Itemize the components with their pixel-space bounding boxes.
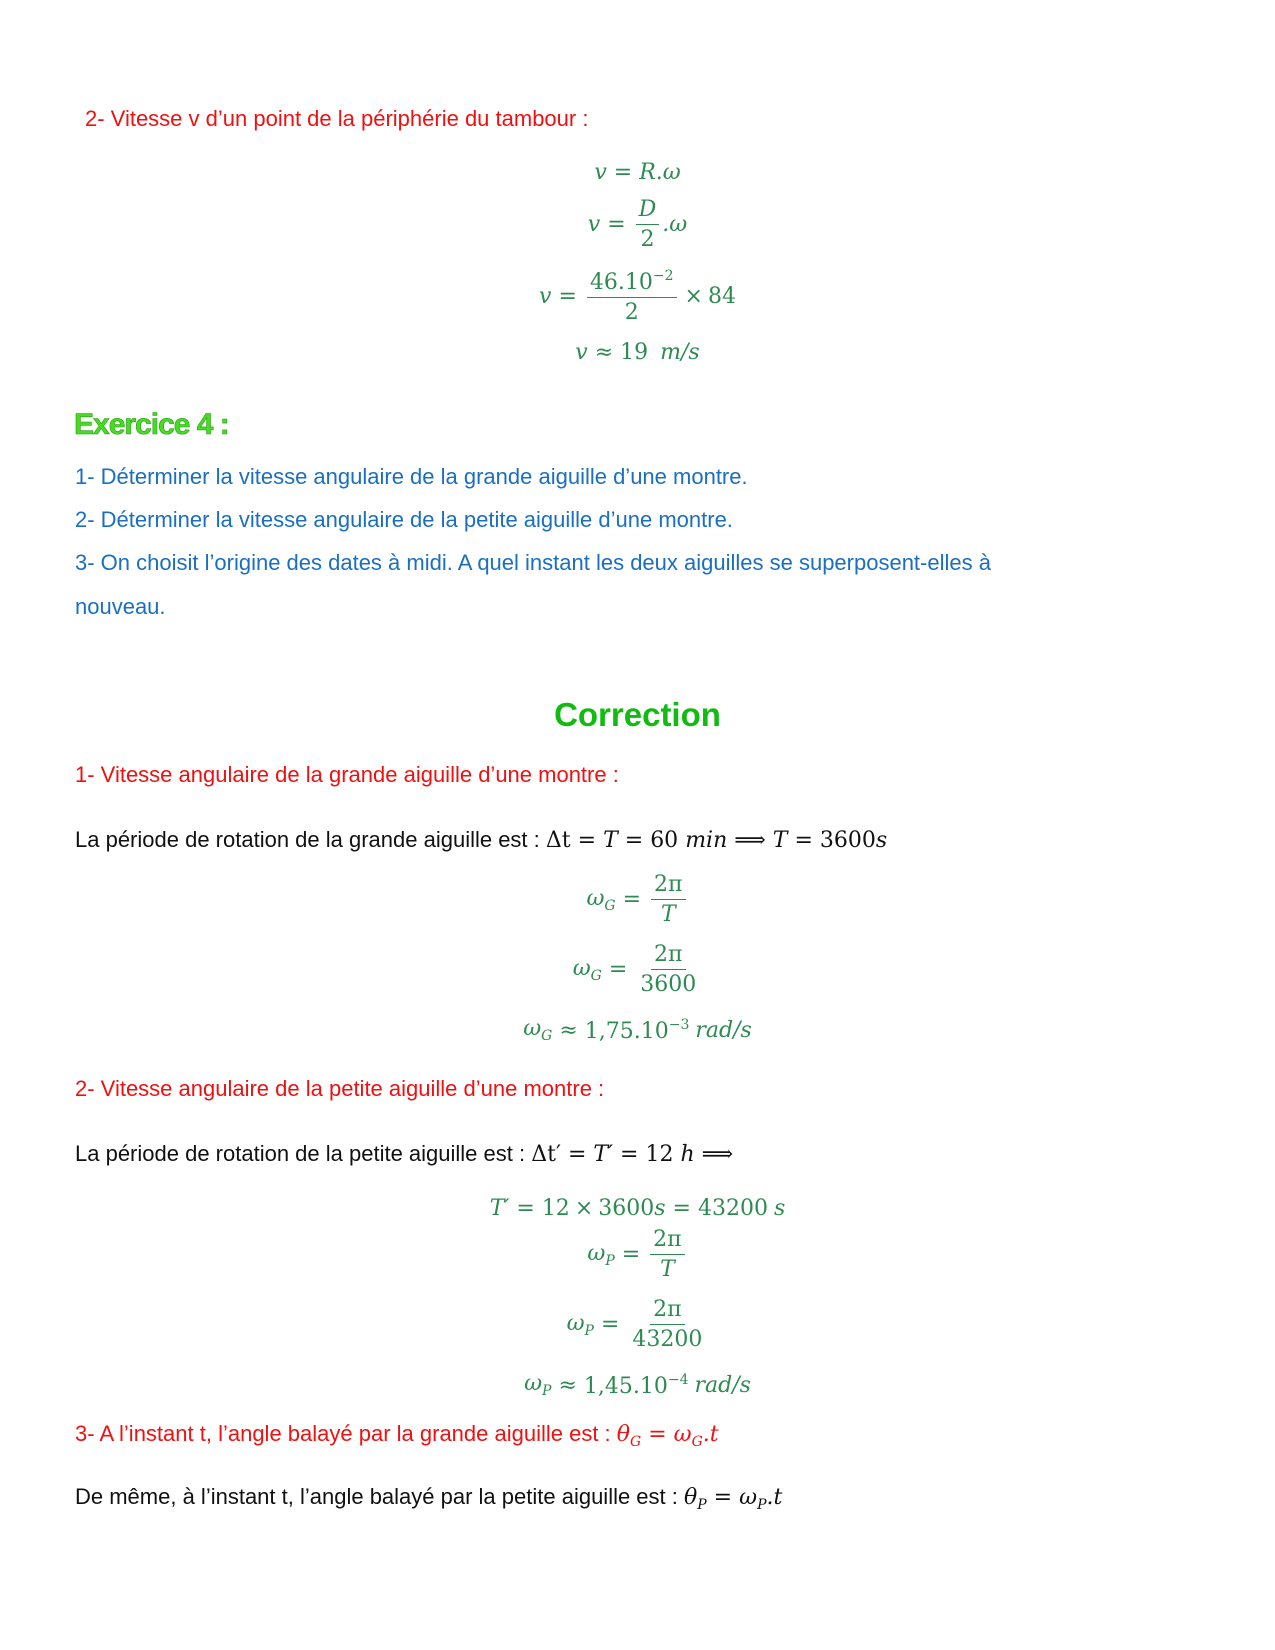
eq-unit: m/s: [660, 340, 700, 365]
theta-g-inline-math: $\theta_G = \omega_G.t$: [616, 1422, 719, 1450]
correction-1-label: La période de rotation de la grande aiguille est :: [75, 827, 540, 852]
correction-2-label: La période de rotation de la petite aiguille est :: [75, 1141, 526, 1166]
equation-v-d-over-2: v = $\frac{D}{2}$ .ω: [587, 197, 688, 253]
fraction-numerator: 2π: [651, 942, 685, 970]
correction-4-text: [75, 1484, 782, 1513]
exercise-title: Exercice 4 :: [74, 408, 229, 441]
eq-lhs: v: [539, 284, 552, 310]
equation-omega-p-1: $\omega_P$ = $\frac{2\pi}{T}$: [0, 1227, 1275, 1283]
eq-lhs: v: [575, 340, 588, 365]
fraction: [651, 872, 685, 928]
exercise-question-1: 1- Déterminer la vitesse angulaire de la grande aiguille d’une montre.: [75, 464, 748, 489]
correction-1-text: [75, 827, 887, 853]
equation-tprime: T′ = 12 × 3600 s = 43200 s: [489, 1196, 786, 1221]
equation-v-numeric: v = $\frac{46.10^{-2}}{2}$ × 84: [539, 268, 736, 326]
fraction-denominator: 2: [640, 227, 655, 253]
exercise-question-3: 3- On choisit l’origine des dates à midi. A quel instant les deux aiguilles se superposent-elles à: [75, 550, 991, 575]
correction-2-title: 2- Vitesse angulaire de la petite aiguille d’une montre :: [75, 1076, 605, 1101]
correction-4-label: De même, à l’instant t, l’angle balayé par la petite aiguille est :: [75, 1484, 678, 1509]
period-inline-math: Δt′ = T′ = 12 h ⟹: [531, 1142, 734, 1167]
fraction: [587, 268, 677, 326]
correction-3-label: 3- A l’instant t, l’angle balayé par la grande aiguille est :: [75, 1421, 611, 1446]
exercise-question-2: 2- Déterminer la vitesse angulaire de la petite aiguille d’une montre.: [75, 507, 733, 532]
fraction-numerator: $46.10^{-2}$: [587, 268, 677, 298]
eq-tail: .ω: [662, 212, 688, 238]
correction-title: Correction: [554, 696, 721, 733]
eq-value: 19: [620, 340, 649, 365]
correction-2-text: [75, 1141, 733, 1167]
fraction: [629, 1297, 705, 1353]
eq-rhs: R.ω: [639, 160, 681, 185]
equation-omega-g-2: $\omega_G$ = $\frac{2\pi}{3600}$: [0, 942, 1275, 998]
fraction: [636, 197, 660, 253]
exercise-question-3-cont: nouveau.: [75, 594, 166, 619]
fraction-numerator: D: [636, 197, 660, 225]
fraction-numerator: 2π: [651, 872, 685, 900]
equation-omega-p-result: $\omega_P$ ≈ $1,45.10^{-4}$ rad/s: [524, 1371, 751, 1399]
fraction-denominator: 43200: [632, 1327, 703, 1353]
correction-1-title: 1- Vitesse angulaire de la grande aiguille d’une montre :: [75, 762, 619, 787]
eq-lhs: v: [594, 160, 607, 185]
fraction-numerator: 2π: [650, 1297, 684, 1325]
q2-title: 2- Vitesse v d’un point de la périphérie du tambour :: [85, 106, 589, 131]
eq-multiplier: 84: [707, 284, 736, 310]
fraction: [637, 942, 699, 998]
period-inline-math: Δt = T = 60 min ⟹ T = 3600s: [545, 828, 888, 853]
equation-omega-g-result: $\omega_G$ ≈ $1,75.10^{-3}$ rad/s: [523, 1016, 752, 1044]
fraction-denominator: 2: [624, 300, 639, 326]
equation-v-result: v ≈ 19 m/s: [575, 340, 700, 365]
fraction-denominator: T: [660, 1257, 675, 1283]
theta-p-inline-math: $\theta_P = \omega_P.t$: [684, 1485, 783, 1513]
eq-lhs: v: [587, 212, 601, 238]
fraction-denominator: 3600: [640, 972, 697, 998]
correction-3-text: [75, 1421, 719, 1450]
fraction-numerator: 2π: [650, 1227, 684, 1255]
equation-omega-g-1: $\omega_G$ = $\frac{2\pi}{T}$: [0, 872, 1275, 928]
fraction: [650, 1227, 684, 1283]
fraction-denominator: T: [660, 902, 676, 928]
equation-omega-p-2: $\omega_P$ = $\frac{2\pi}{43200}$: [0, 1297, 1275, 1353]
equation-v-r-omega: v = R.ω: [594, 160, 681, 185]
